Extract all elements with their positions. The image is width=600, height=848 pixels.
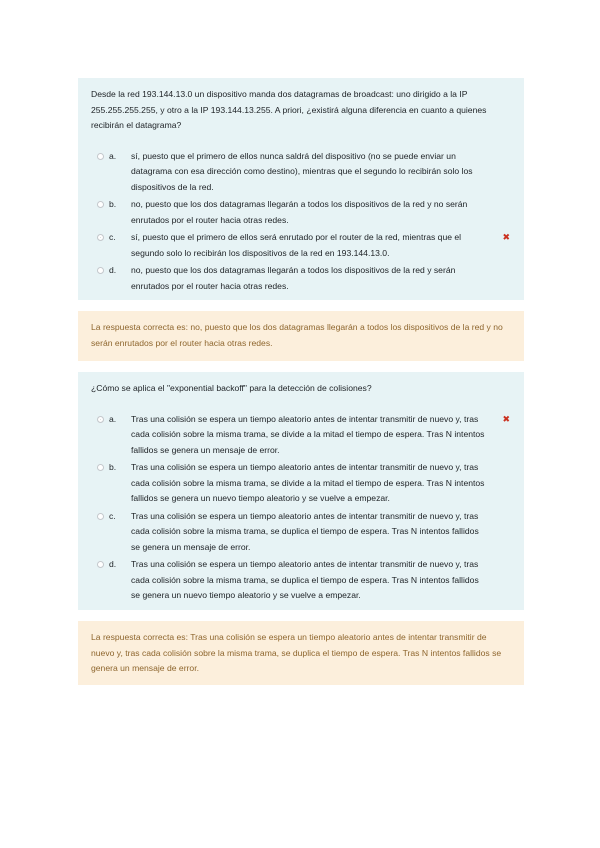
q1-option-letter: b. bbox=[109, 199, 117, 209]
q1-option-d[interactable] bbox=[91, 263, 512, 294]
q1-option-text: no, puesto que los dos datagramas llegarán a todos los dispositivos de la red y serán enrutados por el router hacia otras redes. bbox=[131, 265, 456, 291]
q1-option-text: sí, puesto que el primero de ellos será enrutado por el router de la red, mientras que el segundo solo lo recibirán los dispositivos de la red en 193.144.13.0. bbox=[131, 232, 462, 258]
q2-option-text: Tras una colisión se espera un tiempo aleatorio antes de intentar transmitir de nuevo y, tras cada colisión sobre la misma trama, se divide a la mitad el tiempo de espera. Tras N intentos fallidos se genera un nuevo tiempo aleatorio y se vuelve a empezar. bbox=[131, 462, 485, 503]
q1-option-text: no, puesto que los dos datagramas llegarán a todos los dispositivos de la red y no serán enrutados por el router hacia otras redes. bbox=[131, 199, 468, 225]
q2-option-c[interactable] bbox=[91, 509, 512, 556]
q2-radio-c[interactable] bbox=[97, 513, 104, 520]
feedback-1-box bbox=[78, 311, 524, 361]
q2-option-letter: a. bbox=[109, 413, 117, 424]
q1-option-b[interactable] bbox=[91, 197, 512, 228]
q1-radio-a[interactable] bbox=[97, 153, 104, 160]
q1-option-a[interactable] bbox=[91, 149, 512, 196]
question-1-answers bbox=[91, 149, 512, 295]
q1-radio-d[interactable] bbox=[97, 267, 104, 274]
q2-radio-b[interactable] bbox=[97, 464, 104, 471]
q2-option-d[interactable] bbox=[91, 557, 512, 604]
q1-option-letter: a. bbox=[109, 150, 117, 161]
question-1-text: Desde la red 193.144.13.0 un dispositivo manda dos datagramas de broadcast: uno dirigido a la IP 255.255.255.255, y otro a la IP 193.144.13.255. A priori, ¿existirá alguna diferencia en cuanto a quienes recibirán el datagrama? bbox=[91, 89, 487, 130]
question-1-box bbox=[78, 78, 524, 300]
question-2-box bbox=[78, 372, 524, 610]
question-2-text: ¿Cómo se aplica el "exponential backoff" para la detección de colisiones? bbox=[91, 383, 372, 393]
q2-option-text: Tras una colisión se espera un tiempo aleatorio antes de intentar transmitir de nuevo y, tras cada colisión sobre la misma trama, se duplica el tiempo de espera. Tras N intentos fallidos se genera un mensaje de error. bbox=[131, 510, 479, 552]
q1-option-c[interactable] bbox=[91, 230, 512, 261]
q1-option-text: sí, puesto que el primero de ellos nunca saldrá del dispositivo (no se puede enviar un datagrama con esa dirección como destino), mientras que el segundo lo recibirán solo los dispositivos de la red. bbox=[131, 150, 473, 192]
q2-radio-d[interactable] bbox=[97, 561, 104, 568]
q1-option-letter: d. bbox=[109, 265, 117, 275]
feedback-1-text: La respuesta correcta es: no, puesto que los dos datagramas llegarán a todos los dispositivos de la red y no serán enrutados por el router hacia otras redes. bbox=[91, 322, 503, 348]
q2-option-letter: c. bbox=[109, 510, 116, 521]
question-2-answers bbox=[91, 412, 512, 604]
q2-radio-a[interactable] bbox=[97, 416, 104, 423]
q2-option-text: Tras una colisión se espera un tiempo aleatorio antes de intentar transmitir de nuevo y, tras cada colisión sobre la misma trama, se duplica el tiempo de espera. Tras N intentos fallidos se genera un nuevo tiempo aleatorio y se vuelve a empezar. bbox=[131, 559, 479, 600]
incorrect-icon: ✖ bbox=[502, 413, 510, 424]
q1-radio-c[interactable] bbox=[97, 234, 104, 241]
q2-option-letter: d. bbox=[109, 559, 117, 569]
feedback-2-text: La respuesta correcta es: Tras una colisión se espera un tiempo aleatorio antes de intentar transmitir de nuevo y, tras cada colisión sobre la misma trama, se duplica el tiempo de espera. Tras N intentos fallidos se genera un mensaje de error. bbox=[91, 632, 502, 673]
q2-option-a[interactable] bbox=[91, 412, 512, 459]
feedback-2-box bbox=[78, 621, 524, 685]
q1-radio-b[interactable] bbox=[97, 201, 104, 208]
q2-option-text: Tras una colisión se espera un tiempo aleatorio antes de intentar transmitir de nuevo y, tras cada colisión sobre la misma trama, se divide a la mitad el tiempo de espera. Tras N intentos fallidos se genera un mensaje de error. bbox=[131, 413, 485, 455]
q2-option-letter: b. bbox=[109, 462, 117, 472]
incorrect-icon: ✖ bbox=[502, 232, 510, 242]
q2-option-b[interactable] bbox=[91, 460, 512, 507]
q1-option-letter: c. bbox=[109, 232, 116, 242]
